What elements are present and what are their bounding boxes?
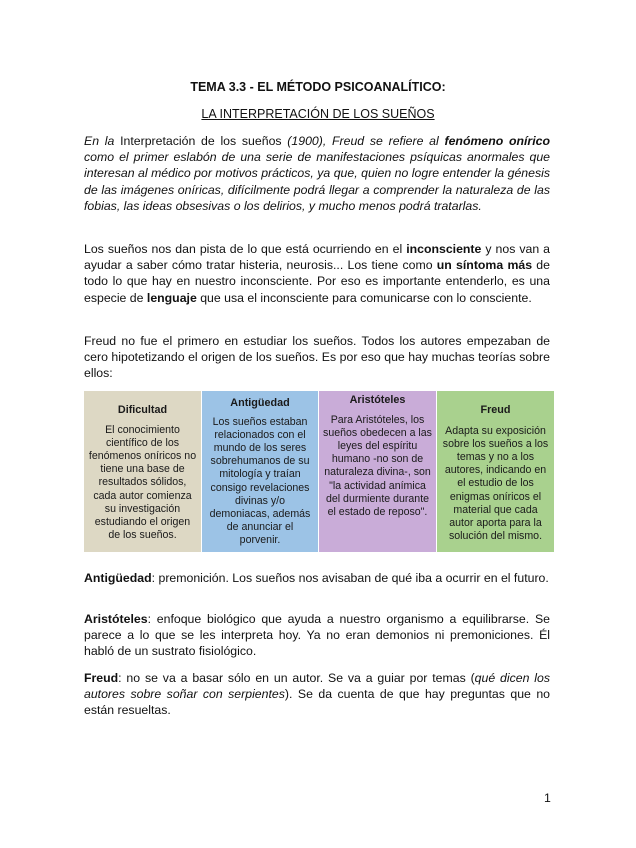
- column-body: Adapta su exposición sobre los sueños a los temas y no a los autores, indicando en el estudio de los enigmas oníricos el material que cada autor aporta para la solución del mismo.: [442, 425, 549, 542]
- p6-part-c: ). Se da cuenta de que hay preguntas que no están resueltas.: [84, 687, 551, 718]
- p2-part-a: Los sueños nos dan pista de lo que está ocurriendo en el: [84, 242, 407, 256]
- column-body: El conocimiento científico de los fenómenos oníricos no tiene una base de resultados sólidos, cada autor comienza su investigación estudiando el origen de los sueños.: [88, 424, 197, 541]
- p2-part-e: de todo lo que hay en nuestro inconsciente. Por eso es importante entenderlo, es una especie de: [84, 258, 550, 305]
- p6-part-a: : no se va a basar sólo en un autor. Se va a guiar por temas (: [118, 671, 475, 685]
- column-header: Dificultad: [117, 404, 168, 416]
- paragraph-freud: [84, 670, 550, 719]
- column-body: Para Aristóteles, los sueños obedecen a las leyes del espíritu humano -no son de naturaleza divina-, son "la actividad anímica del durmiente durante el estado de reposo".: [323, 414, 432, 518]
- column-header: Freud: [480, 404, 511, 416]
- paragraph-antiguedad: [84, 570, 550, 586]
- intro-part-e: como el primer eslabón de una serie de manifestaciones psíquicas anormales que interesan al médico por motivos prácticos, ya que, quien no logre entender la génesis de las imágenes oníricas, difícilmente podrá llegar a comprender la naturaleza de las fobias, las ideas obsesivas o los delirios, y mucho menos podrá tratarlas.: [84, 150, 550, 213]
- term-inconsciente: inconsciente: [406, 242, 482, 256]
- column-header: Aristóteles: [349, 394, 406, 406]
- term-fenomeno-onirico: fenómeno onírico: [444, 134, 550, 148]
- page-number: 1: [544, 791, 551, 805]
- p2-part-g: que usa el inconsciente para comunicarse con lo consciente.: [196, 290, 532, 305]
- label-aristoteles: Aristóteles: [84, 612, 148, 626]
- term-sintoma: un síntoma más: [436, 258, 533, 273]
- book-title: Interpretación de los sueños: [120, 134, 282, 148]
- p6-example: qué dicen los autores sobre soñar con serpientes: [84, 671, 551, 702]
- paragraph-intro: [84, 133, 550, 214]
- table-column-antiguedad: [202, 391, 319, 552]
- page-title: TEMA 3.3 - EL MÉTODO PSICOANALÍTICO:: [190, 80, 446, 94]
- table-column-freud: [437, 391, 554, 552]
- label-antiguedad: Antigüedad: [84, 571, 152, 585]
- paragraph-teorias: Freud no fue el primero en estudiar los sueños. Todos los autores empezaban de cero hipotetizando el origen de los sueños. Es por eso que hay muchas teorías sobre ellos:: [84, 334, 550, 381]
- page-subtitle: LA INTERPRETACIÓN DE LOS SUEÑOS: [201, 107, 435, 121]
- paragraph-aristoteles: [84, 611, 550, 660]
- p5-text: : enfoque biológico que ayuda a nuestro organismo a equilibrarse. Se parece a lo que se les interpreta hoy. Ya no eran demonios ni premoniciones. Él habló de un sustrato fisiológico.: [84, 612, 550, 659]
- paragraph-inconsciente: [84, 241, 550, 306]
- label-freud: Freud: [84, 671, 119, 685]
- intro-part-c: (1900), Freud se refiere al: [281, 134, 445, 148]
- table-column-dificultad: [84, 391, 202, 552]
- p4-text: : premonición. Los sueños nos avisaban de qué iba a ocurrir en el futuro.: [151, 571, 549, 585]
- column-header: Antigüedad: [230, 397, 290, 409]
- theories-table: [84, 391, 554, 552]
- term-lenguaje: lenguaje: [146, 290, 197, 305]
- p2-part-c: y nos van a ayudar a saber cómo tratar histeria, neurosis... Los tiene como: [84, 242, 551, 273]
- column-body: Los sueños estaban relacionados con el mundo de los seres sobrehumanos de su mitología y traían consigo revelaciones divinas y/o demoniacas, además de anunciar el porvenir.: [209, 416, 311, 546]
- intro-part-a: En la: [84, 134, 121, 148]
- table-column-aristoteles: [319, 391, 437, 552]
